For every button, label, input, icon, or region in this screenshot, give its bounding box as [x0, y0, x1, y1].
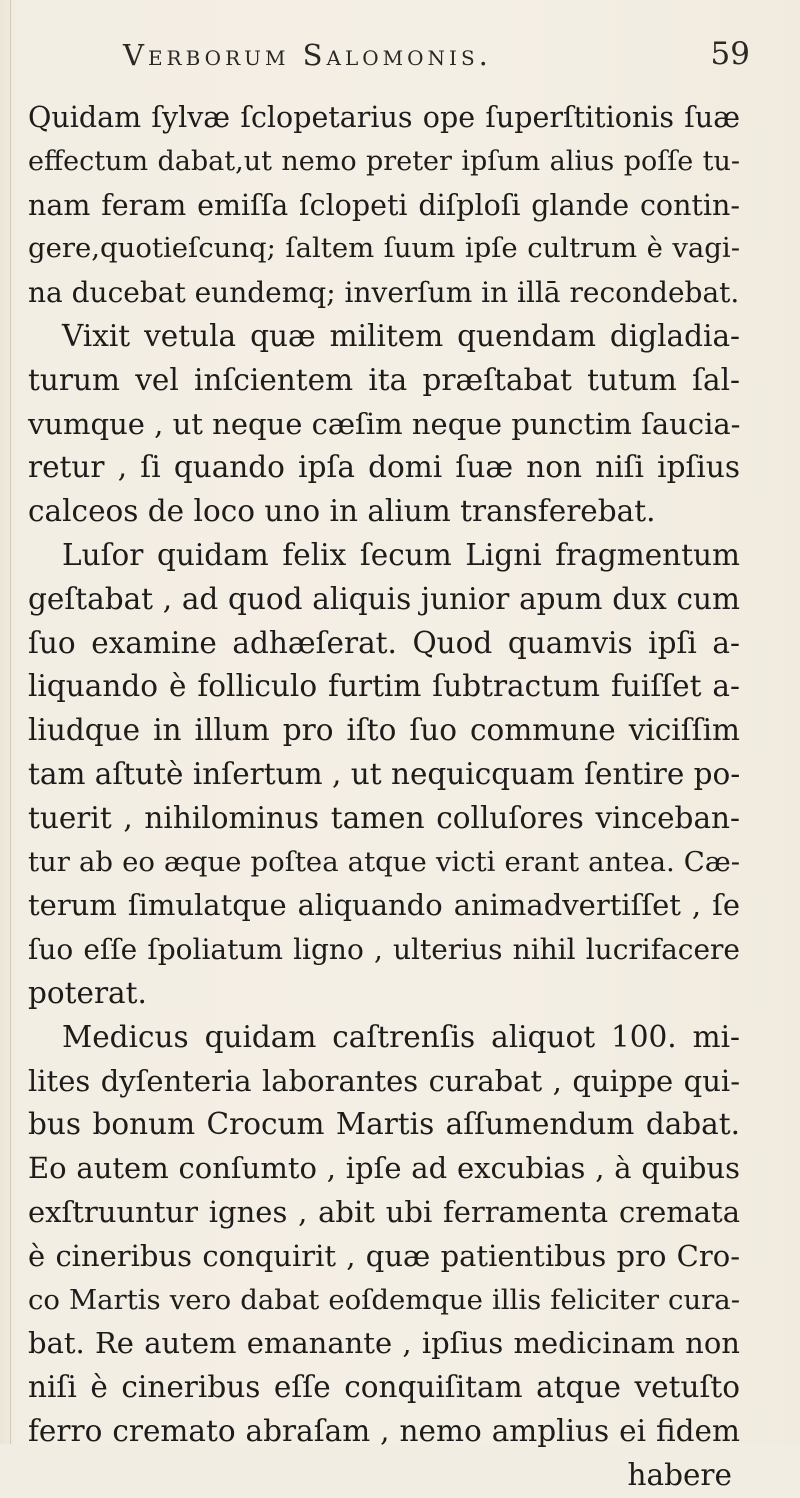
- text-line: liudque in illum pro iſto ſuo commune viciſſim: [28, 713, 740, 748]
- running-title: Verborum Salomonis.: [123, 38, 492, 72]
- text-line: Quidam ſylvæ ſclopetarius ope ſuperſtitionis ſuæ: [28, 101, 740, 134]
- body-text: [28, 96, 740, 1498]
- text-line: liquando è folliculo furtim ſubtractum fuiſſet a-: [28, 669, 740, 704]
- paragraph-first-line: Vixit vetula quæ militem quendam digladia-: [62, 318, 740, 353]
- running-head: [95, 30, 750, 80]
- text-line: ſuo eſſe ſpoliatum ligno , ulterius nihil lucrifacere: [28, 933, 740, 967]
- text-line: co Martis vero dabat eoſdemque illis feliciter cura-: [28, 1283, 740, 1316]
- text-line: lites dyſenteria laborantes curabat , quippe qui-: [28, 1063, 740, 1098]
- text-line: calceos de loco uno in alium transferebat.: [28, 494, 656, 529]
- text-line: bat. Re autem emanante , ipſius medicinam non: [28, 1326, 740, 1361]
- catchword: habere: [627, 1457, 732, 1492]
- text-line: niſi è cineribus eſſe conquiſitam atque vetuſto: [28, 1370, 740, 1405]
- text-line: poterat.: [28, 975, 147, 1010]
- text-line: na ducebat eundemq; inverſum in illā recondebat.: [28, 276, 740, 310]
- text-line: Eo autem conſumto , ipſe ad excubias , à quibus: [28, 1151, 740, 1186]
- page-number: 59: [710, 36, 750, 72]
- text-line: nam feram emiſſa ſclopeti diſploſi glande contin-: [28, 188, 740, 222]
- text-line: geſtabat , ad quod aliquis junior apum dux cum: [28, 581, 740, 616]
- text-line: tur ab eo æque poſtea atque victi erant antea. Cæ-: [28, 845, 740, 878]
- text-line: bus bonum Crocum Martis aſſumendum dabat.: [28, 1107, 740, 1142]
- page-gutter-edge: [10, 0, 11, 1444]
- text-line: gere,quotieſcunq; ſaltem ſuum ipſe cultrum è vagi-: [28, 232, 740, 265]
- text-line: è cineribus conquirit , quæ patientibus pro Cro-: [28, 1238, 740, 1273]
- paragraph-first-line: Luſor quidam felix ſecum Ligni fragmentum: [62, 537, 740, 572]
- text-line: effectum dabat,ut nemo preter ipſum alius poſſe tu-: [28, 145, 740, 177]
- text-line: tam aſtutè inſertum , ut nequicquam ſentire po-: [28, 756, 741, 791]
- text-line: vumque , ut neque cæſim neque punctim ſaucia-: [28, 406, 741, 441]
- text-line: ſuo examine adhæſerat. Quod quamvis ipſi a-: [28, 625, 740, 660]
- paragraph-first-line: Medicus quidam caſtrenſis aliquot 100. mi-: [62, 1019, 740, 1054]
- text-line: turum vel inſcientem ita præſtabat tutum ſal-: [28, 362, 740, 397]
- text-line: tuerit , nihilominus tamen colluſores vinceban-: [28, 800, 740, 835]
- text-line: retur , ſi quando ipſa domi ſuæ non niſi ipſius: [28, 450, 740, 485]
- text-line: exſtruuntur ignes , abit ubi ferramenta cremata: [28, 1194, 740, 1229]
- text-line: terum ſimulatque aliquando animadvertiſſet , ſe: [28, 888, 740, 923]
- text-line: ferro cremato abraſam , nemo amplius ei fidem: [28, 1413, 740, 1448]
